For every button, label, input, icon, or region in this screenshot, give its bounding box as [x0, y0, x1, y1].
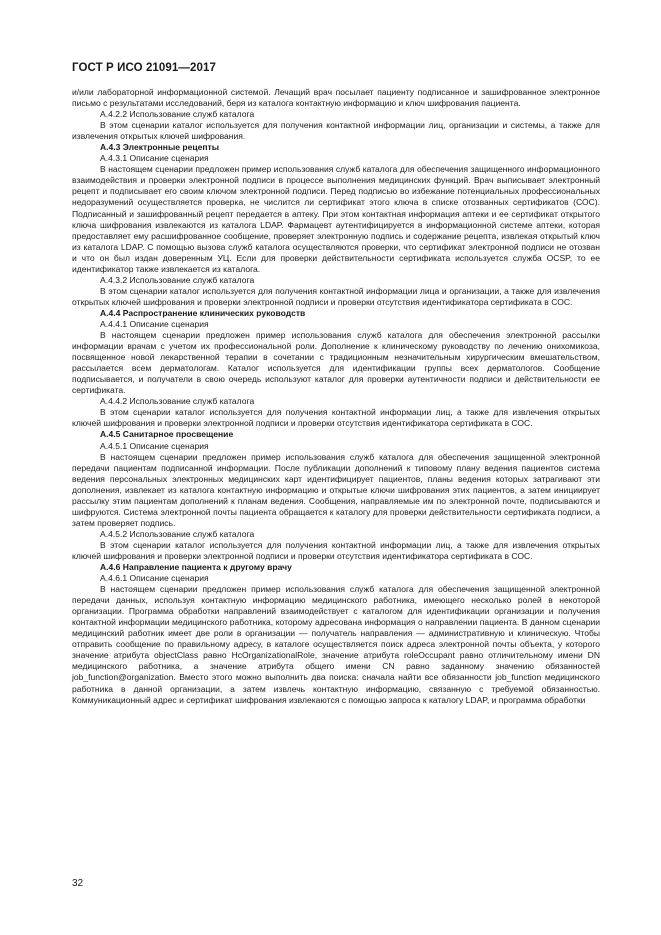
subsection-heading: A.4.3.2 Использование служб каталога [100, 274, 255, 285]
subsection-heading: A.4.2.2 Использование служб каталога [100, 109, 255, 120]
section-heading: A.4.5 Санитарное просвещение [100, 429, 234, 440]
subsection-heading: A.4.4.1 Описание сценария [100, 318, 209, 329]
section-heading: A.4.4 Распространение клинических руководств [100, 307, 306, 318]
body-paragraph: В этом сценарии каталог используется для получения контактной информации лиц, организации и системы, а также для извлечения открытых ключей шифрования. [72, 120, 600, 142]
body-paragraph: В настоящем сценарии предложен пример использования служб каталога для обеспечения электронной рассылки информации врачам с учетом их профессиональной роли. Дополнение к клиническому руководству по лечению онихомикоза, посвященное новой лекарственной терапии в сочетании с традиционным незначительным хирургическим вмешательством, рассылается всем дерматологам. Каталог используется для идентификации группы всех дерматологов. Сообщение подписывается, и получатели в свою очередь используют каталог для проверки аутентичности подписи и действительности ее сертификата. [72, 330, 600, 396]
body-paragraph: В этом сценарии каталог используется для получения контактной информации лиц, а также для извлечения открытых ключей шифрования и проверки электронной подписи и проверки отсутствия идентификатора сертификата в СОС. [72, 539, 600, 561]
subsection-heading: A.4.4.2 Использование служб каталога [100, 396, 255, 407]
body-paragraph: В этом сценарии каталог используется для получения контактной информации лиц, а также для извлечения открытых ключей шифрования и проверки электронной подписи и проверки отсутствия идентификатора сертификата в СОС. [72, 407, 600, 429]
body-paragraph: В настоящем сценарии предложен пример использования служб каталога для обеспечения защищенной электронной передачи пациентам подписанной информации. После публикации дополнений к типовому плану ведения пациентов система ведения персональных электронных медицинских карт идентифицирует пациентов, планы ведения которых затрагивают эти дополнения, извлекает из каталога контактную информацию и открытые ключи шифрования этих пациентов, а затем инициирует рассылку этим пациентам дополнений к планам ведения. Сообщения, направляемые им по электронной почте, подписываются и шифруются. Система электронной почты пациента обращается к каталогу для проверки действительности сертификата подписи, а затем проверяет подпись. [72, 451, 600, 528]
body-paragraph: В этом сценарии каталог используется для получения контактной информации лица и организации, а также для извлечения открытых ключей шифрования и проверки электронной подписи и проверки отсутствия идентификатора сертификата в СОС. [72, 285, 600, 307]
subsection-heading: A.4.3.1 Описание сценария [100, 153, 209, 164]
subsection-heading: A.4.5.1 Описание сценария [100, 440, 209, 451]
page-number: 32 [72, 878, 84, 889]
body-paragraph: В настоящем сценарии предложен пример использования служб каталога для обеспечения защищенной электронной передачи данных, используя контактную информацию медицинского работника, имеющего несколько ролей в некоторой организации. Программа обработки направлений взаимодействует с каталогом для идентификации организации и получения контактной информации медицинского работника, которому адресована информация о направлении пациента. В данном сценарии медицинский работник имеет две роли в организации — получатель направления — административную и клиническую. Чтобы отправить сообщение по правильному адресу, в каталоге осуществляется поиск адреса электронной почты объекта, у которого значение атрибута objectClass равно HcOrganizationalRole, значение атрибута roleOccupant равно отличительному имени DN медицинского работника, а значение атрибута общего имени CN равно заданному значению обязанностей job_function@organization. Вместо этого можно выполнить два поиска: сначала найти все обязанности job_function медицинского работника в данной организации, а затем извлечь контактную информацию, связанную с требуемой обязанностью. Коммуникационный адрес и сертификат шифрования извлекаются с помощью запроса к каталогу LDAP, и программа обработки [72, 584, 600, 705]
document-body [72, 87, 600, 706]
subsection-heading: A.4.6.1 Описание сценария [100, 573, 209, 584]
body-paragraph: В настоящем сценарии предложен пример использования служб каталога для обеспечения защищенного информационного взаимодействия и проверки электронной подписи в процессе выполнения медицинских функций. Врач выписывает электронный рецепт и подписывает его своим ключом электронной подписи. Перед подписью во избежание потенциальных профессиональных недоразумений осуществляется проверка, не числится ли сертификат этого ключа в списке отозванных сертификатов (СОС). Подписанный и зашифрованный рецепт передается в аптеку. При этом контактная информация аптеки и ее сертификат открытого ключа шифрования извлекаются из каталога LDAP. Фармацевт аутентифицируется в информационной системе аптеки, которая предоставляет ему расшифрованное сообщение, проверяет электронную подпись и содержание рецепта, извлекая открытый ключ из каталога LDAP. С помощью вызова служб каталога осуществляются проверки, что сертификат электронной подписи не отозван и что он был издан доверенным УЦ. Если для проверки действительности сертификата используется служба OCSP, то ее идентификатор также извлекается из каталога. [72, 164, 600, 274]
section-heading: A.4.3 Электронные рецепты [100, 142, 220, 153]
subsection-heading: A.4.5.2 Использование служб каталога [100, 528, 255, 539]
body-paragraph: и/или лабораторной информационной системой. Лечащий врач посылает пациенту подписанное и зашифрованное электронное письмо с результатами исследований, беря из каталога контактную информацию и ключ шифрования пациента. [72, 87, 600, 109]
section-heading: A.4.6 Направление пациента к другому врачу [100, 562, 292, 573]
document-header: ГОСТ Р ИСО 21091—2017 [72, 62, 217, 74]
